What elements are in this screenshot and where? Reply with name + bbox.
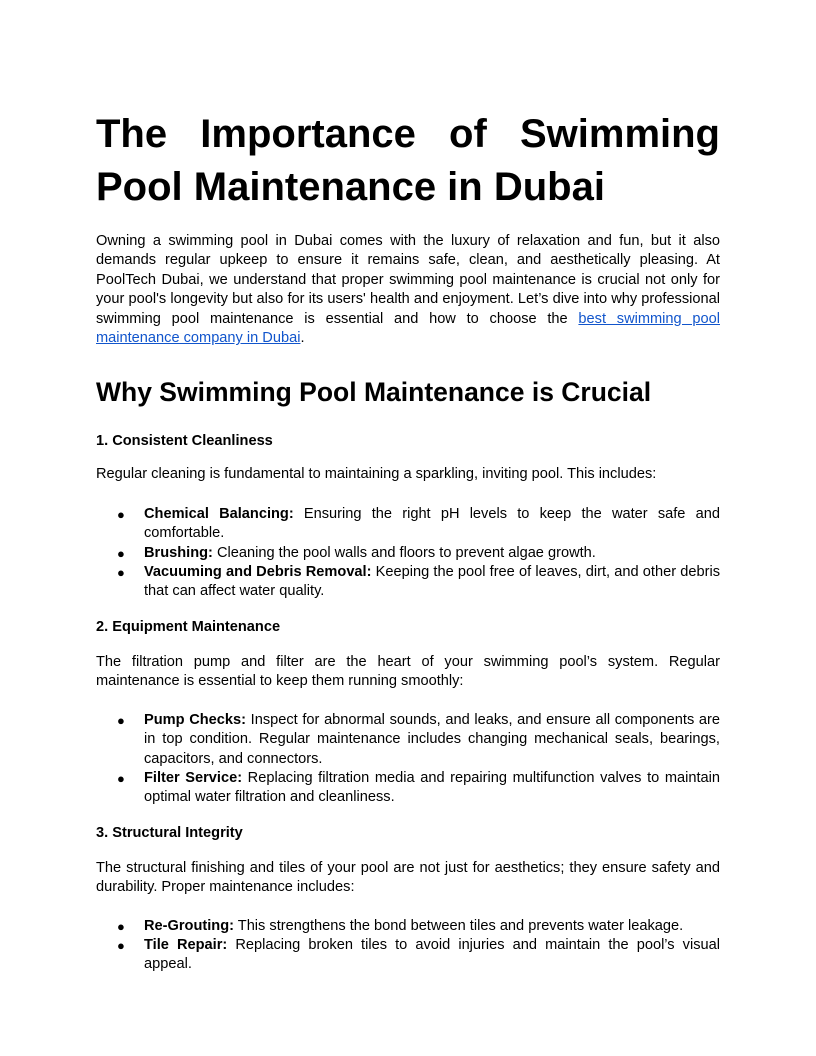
list-item [96,917,720,936]
intro-text: Owning a swimming pool in Dubai comes with the luxury of relaxation and fun, but it also demands regular upkeep to ensure it remains safe, clean, and aesthetically pleasing. At PoolTech Dubai, we understand that proper swimming pool maintenance is crucial not only for your pool's longevity but also for its users' health and enjoyment. Let’s dive into why professional swimming pool maintenance is essential and how to choose the [96,233,720,327]
subsection-paragraph: The structural finishing and tiles of your pool are not just for aesthetics; they ensure safety and durability. Proper maintenance includes: [96,859,720,896]
bullet-list [96,917,720,975]
bullet-icon: ● [117,506,125,522]
list-item [96,711,720,769]
subsection-heading-structural: 3. Structural Integrity [96,824,243,841]
subsection-heading-cleanliness: 1. Consistent Cleanliness [96,433,273,450]
list-item-label: Tile Repair: [144,936,228,953]
intro-end: . [300,330,305,347]
list-item [96,544,720,563]
title-line-2: Pool Maintenance in Dubai [96,165,605,209]
list-item-label: Chemical Balancing: [144,505,294,522]
list-item [96,769,720,808]
bullet-icon: ● [117,545,125,561]
subsection-paragraph: The filtration pump and filter are the heart of your swimming pool’s system. Regular maintenance is essential to keep them running smoothly: [96,653,720,690]
bullet-icon: ● [117,918,125,934]
bullet-icon: ● [117,565,125,581]
list-item-label: Pump Checks: [144,711,246,728]
page-title [96,108,720,214]
list-item-text: Replacing filtration media and repairing multifunction valves to maintain optimal water filtration and cleanliness. [144,769,720,806]
list-item-text: Replacing broken tiles to avoid injuries and maintain the pool’s visual appeal. [144,936,720,973]
list-item [96,936,720,975]
list-item-label: Re-Grouting: [144,917,234,934]
bullet-icon: ● [117,770,125,786]
list-item-label: Vacuuming and Debris Removal: [144,564,372,581]
title-line-1: The Importance of Swimming [96,112,720,156]
list-item [96,563,720,602]
list-item [96,505,720,544]
list-item-label: Filter Service: [144,769,243,786]
list-item-label: Brushing: [144,544,213,561]
section-heading: Why Swimming Pool Maintenance is Crucial [96,377,652,408]
document-page [96,108,720,975]
list-item-text: Keeping the pool free of leaves, dirt, and other debris that can affect water quality. [144,564,720,600]
intro-paragraph [96,232,720,348]
list-item-text: Ensuring the right pH levels to keep the water safe and comfortable. [144,505,720,542]
list-item-text: This strengthens the bond between tiles and prevents water leakage. [233,917,684,934]
list-item-text: Inspect for abnormal sounds, and leaks, and ensure all components are in top condition. Regular maintenance includes changing mechanical seals, bearings, capacitors, and connectors. [144,711,720,767]
bullet-icon: ● [117,937,125,953]
list-item-text: Cleaning the pool walls and floors to prevent algae growth. [212,544,596,561]
subsection-heading-equipment: 2. Equipment Maintenance [96,618,281,635]
bullet-icon: ● [117,712,125,728]
bullet-list [96,711,720,808]
subsection-paragraph: Regular cleaning is fundamental to maintaining a sparkling, inviting pool. This includes: [96,466,657,483]
best-company-link[interactable]: best swimming pool maintenance company in Dubai [96,310,720,347]
bullet-list [96,505,720,602]
